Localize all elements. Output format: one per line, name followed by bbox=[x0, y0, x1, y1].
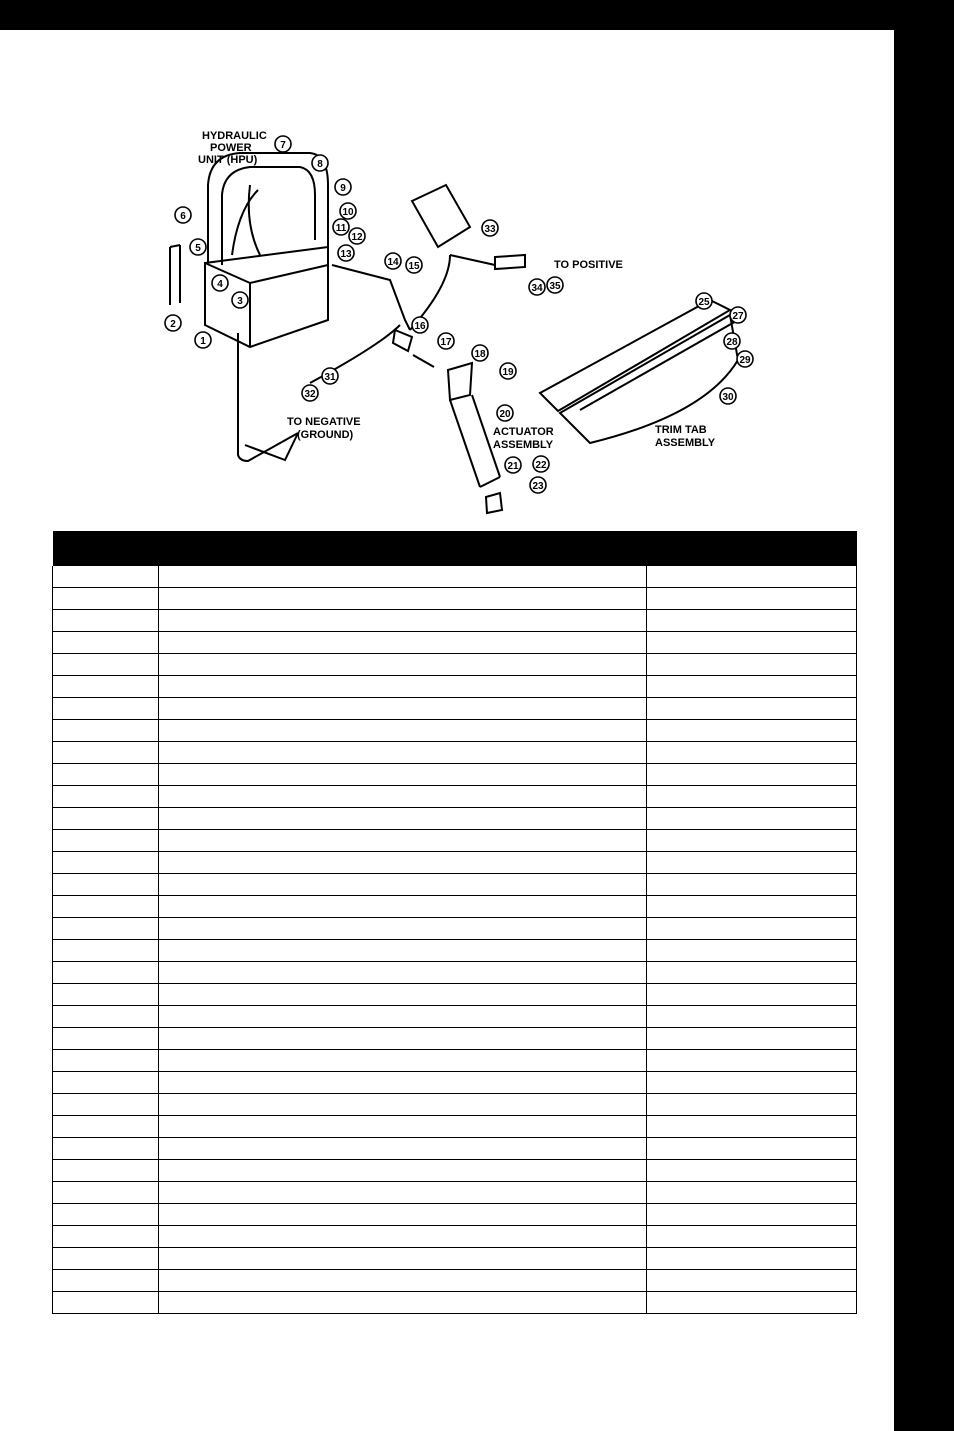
table-cell bbox=[53, 676, 159, 698]
table-cell bbox=[159, 720, 647, 742]
table-row bbox=[53, 1160, 857, 1182]
table-cell bbox=[53, 588, 159, 610]
table-cell bbox=[646, 1006, 856, 1028]
table-cell bbox=[646, 632, 856, 654]
table-row bbox=[53, 852, 857, 874]
actuator-label-line1: ACTUATOR bbox=[493, 426, 554, 438]
table-row bbox=[53, 610, 857, 632]
table-cell bbox=[53, 720, 159, 742]
table-cell bbox=[159, 566, 647, 588]
table-row bbox=[53, 1006, 857, 1028]
callout-6: 6 bbox=[180, 211, 186, 222]
table-cell bbox=[646, 1182, 856, 1204]
table-cell bbox=[53, 1006, 159, 1028]
trim-tab-label-line2: ASSEMBLY bbox=[655, 437, 716, 449]
table-cell bbox=[646, 610, 856, 632]
callout-9: 9 bbox=[340, 183, 346, 194]
table-row bbox=[53, 1270, 857, 1292]
callout-23: 23 bbox=[532, 481, 544, 492]
table-cell bbox=[159, 808, 647, 830]
table-header-row bbox=[53, 531, 857, 566]
table-cell bbox=[159, 940, 647, 962]
table-row bbox=[53, 1182, 857, 1204]
table-row bbox=[53, 1226, 857, 1248]
table-row bbox=[53, 742, 857, 764]
table-cell bbox=[53, 654, 159, 676]
callout-30: 30 bbox=[722, 392, 734, 403]
header-cell-item bbox=[53, 531, 159, 566]
table-cell bbox=[646, 874, 856, 896]
hpu-label-line3: UNIT (HPU) bbox=[198, 154, 258, 166]
hpu-label-line2: POWER bbox=[210, 142, 252, 154]
trim-tab-label-line1: TRIM TAB bbox=[655, 424, 707, 436]
callout-29: 29 bbox=[739, 355, 751, 366]
table-cell bbox=[646, 1204, 856, 1226]
callout-16: 16 bbox=[414, 321, 426, 332]
table-cell bbox=[53, 742, 159, 764]
to-positive-label: TO POSITIVE bbox=[554, 259, 623, 271]
table-cell bbox=[53, 962, 159, 984]
table-cell bbox=[159, 1094, 647, 1116]
table-cell bbox=[53, 808, 159, 830]
table-row bbox=[53, 786, 857, 808]
table-row bbox=[53, 1072, 857, 1094]
table-cell bbox=[159, 1160, 647, 1182]
table-cell bbox=[159, 1006, 647, 1028]
table-cell bbox=[53, 632, 159, 654]
table-cell bbox=[159, 874, 647, 896]
table-cell bbox=[646, 918, 856, 940]
callout-28: 28 bbox=[726, 337, 738, 348]
table-cell bbox=[646, 1094, 856, 1116]
table-row bbox=[53, 1116, 857, 1138]
table-cell bbox=[646, 808, 856, 830]
callout-1: 1 bbox=[200, 336, 206, 347]
callout-4: 4 bbox=[217, 279, 223, 290]
table-cell bbox=[159, 1138, 647, 1160]
table-cell bbox=[646, 720, 856, 742]
table-row bbox=[53, 1138, 857, 1160]
table-cell bbox=[53, 1226, 159, 1248]
table-cell bbox=[646, 1248, 856, 1270]
table-row bbox=[53, 1248, 857, 1270]
table-row bbox=[53, 654, 857, 676]
table-row bbox=[53, 874, 857, 896]
table-cell bbox=[646, 654, 856, 676]
table-row bbox=[53, 676, 857, 698]
callout-8: 8 bbox=[317, 159, 323, 170]
hpu-label-line1: HYDRAULIC bbox=[202, 130, 267, 142]
callout-27: 27 bbox=[732, 311, 744, 322]
callout-20: 20 bbox=[499, 409, 511, 420]
callout-35: 35 bbox=[549, 281, 561, 292]
table-cell bbox=[159, 1182, 647, 1204]
table-cell bbox=[646, 984, 856, 1006]
callout-13: 13 bbox=[340, 249, 352, 260]
table-row bbox=[53, 940, 857, 962]
table-cell bbox=[646, 830, 856, 852]
table-cell bbox=[53, 1270, 159, 1292]
callout-33: 33 bbox=[484, 224, 496, 235]
table-cell bbox=[53, 1182, 159, 1204]
table-cell bbox=[53, 830, 159, 852]
callout-2: 2 bbox=[170, 319, 176, 330]
table-cell bbox=[159, 962, 647, 984]
exploded-parts-diagram bbox=[150, 115, 780, 525]
table-cell bbox=[159, 698, 647, 720]
table-cell bbox=[159, 1270, 647, 1292]
table-cell bbox=[646, 1138, 856, 1160]
table-cell bbox=[646, 764, 856, 786]
callout-22: 22 bbox=[535, 460, 547, 471]
table-cell bbox=[53, 940, 159, 962]
table-cell bbox=[159, 786, 647, 808]
table-row bbox=[53, 588, 857, 610]
table-cell bbox=[159, 1226, 647, 1248]
table-cell bbox=[53, 566, 159, 588]
callout-11: 11 bbox=[335, 223, 347, 234]
diagram-svg bbox=[150, 115, 780, 525]
table-cell bbox=[53, 1094, 159, 1116]
right-black-bar bbox=[894, 0, 954, 1431]
table-cell bbox=[53, 610, 159, 632]
table-cell bbox=[646, 852, 856, 874]
table-cell bbox=[646, 1028, 856, 1050]
callout-31: 31 bbox=[324, 372, 336, 383]
callout-18: 18 bbox=[474, 349, 486, 360]
table-cell bbox=[159, 1248, 647, 1270]
table-cell bbox=[53, 1028, 159, 1050]
header-cell-part-number bbox=[646, 531, 856, 566]
table-cell bbox=[646, 940, 856, 962]
table-row bbox=[53, 984, 857, 1006]
table-cell bbox=[646, 566, 856, 588]
table-cell bbox=[646, 588, 856, 610]
table-cell bbox=[159, 610, 647, 632]
table-cell bbox=[159, 1292, 647, 1314]
table-cell bbox=[53, 984, 159, 1006]
table-cell bbox=[646, 1160, 856, 1182]
table-body bbox=[53, 566, 857, 1314]
callout-34: 34 bbox=[531, 283, 543, 294]
table-cell bbox=[646, 1050, 856, 1072]
table-cell bbox=[159, 764, 647, 786]
table-cell bbox=[53, 698, 159, 720]
callout-14: 14 bbox=[387, 257, 399, 268]
table-row bbox=[53, 1292, 857, 1314]
table-cell bbox=[159, 1204, 647, 1226]
table-cell bbox=[646, 786, 856, 808]
table-cell bbox=[646, 896, 856, 918]
table-cell bbox=[53, 1160, 159, 1182]
table-cell bbox=[53, 1292, 159, 1314]
table-row bbox=[53, 1028, 857, 1050]
table-cell bbox=[159, 852, 647, 874]
table-cell bbox=[159, 1028, 647, 1050]
callout-17: 17 bbox=[440, 337, 452, 348]
callout-15: 15 bbox=[408, 261, 420, 272]
table-row bbox=[53, 764, 857, 786]
callout-21: 21 bbox=[507, 461, 519, 472]
table-cell bbox=[646, 962, 856, 984]
top-black-bar bbox=[0, 0, 954, 30]
table-cell bbox=[646, 1116, 856, 1138]
table-row bbox=[53, 830, 857, 852]
table-row bbox=[53, 918, 857, 940]
table-cell bbox=[53, 764, 159, 786]
callout-19: 19 bbox=[502, 367, 514, 378]
table-cell bbox=[646, 1072, 856, 1094]
table-cell bbox=[159, 742, 647, 764]
callout-5: 5 bbox=[195, 243, 201, 254]
table-cell bbox=[159, 1072, 647, 1094]
table-cell bbox=[646, 698, 856, 720]
to-negative-label: TO NEGATIVE bbox=[287, 416, 361, 428]
table-cell bbox=[646, 742, 856, 764]
table-row bbox=[53, 962, 857, 984]
table-row bbox=[53, 698, 857, 720]
table-cell bbox=[53, 874, 159, 896]
table-cell bbox=[159, 676, 647, 698]
callout-7: 7 bbox=[280, 140, 286, 151]
parts-list-table bbox=[52, 531, 857, 1314]
table-row bbox=[53, 1050, 857, 1072]
table-cell bbox=[646, 1270, 856, 1292]
table-cell bbox=[53, 896, 159, 918]
table-cell bbox=[159, 918, 647, 940]
table-cell bbox=[53, 1138, 159, 1160]
table-cell bbox=[53, 1072, 159, 1094]
ground-label: (GROUND) bbox=[297, 429, 354, 441]
table-cell bbox=[53, 1116, 159, 1138]
actuator-label-line2: ASSEMBLY bbox=[493, 439, 554, 451]
table-cell bbox=[646, 1292, 856, 1314]
table-cell bbox=[159, 632, 647, 654]
table-row bbox=[53, 1094, 857, 1116]
table-row bbox=[53, 1204, 857, 1226]
table-cell bbox=[159, 1116, 647, 1138]
table-row bbox=[53, 808, 857, 830]
table-cell bbox=[646, 1226, 856, 1248]
callout-10: 10 bbox=[342, 207, 354, 218]
callout-32: 32 bbox=[304, 389, 316, 400]
table-cell bbox=[159, 588, 647, 610]
table-cell bbox=[646, 676, 856, 698]
table-row bbox=[53, 896, 857, 918]
table-cell bbox=[53, 852, 159, 874]
callout-25: 25 bbox=[698, 297, 710, 308]
table-row bbox=[53, 632, 857, 654]
table-cell bbox=[159, 984, 647, 1006]
table-row bbox=[53, 720, 857, 742]
callout-12: 12 bbox=[351, 232, 363, 243]
table-row bbox=[53, 566, 857, 588]
callout-3: 3 bbox=[237, 296, 243, 307]
table-cell bbox=[53, 1050, 159, 1072]
table-cell bbox=[159, 1050, 647, 1072]
table-cell bbox=[53, 1248, 159, 1270]
table-cell bbox=[159, 830, 647, 852]
table-cell bbox=[159, 654, 647, 676]
table-cell bbox=[53, 786, 159, 808]
table-cell bbox=[159, 896, 647, 918]
table-cell bbox=[53, 1204, 159, 1226]
header-cell-description bbox=[159, 531, 647, 566]
table-cell bbox=[53, 918, 159, 940]
